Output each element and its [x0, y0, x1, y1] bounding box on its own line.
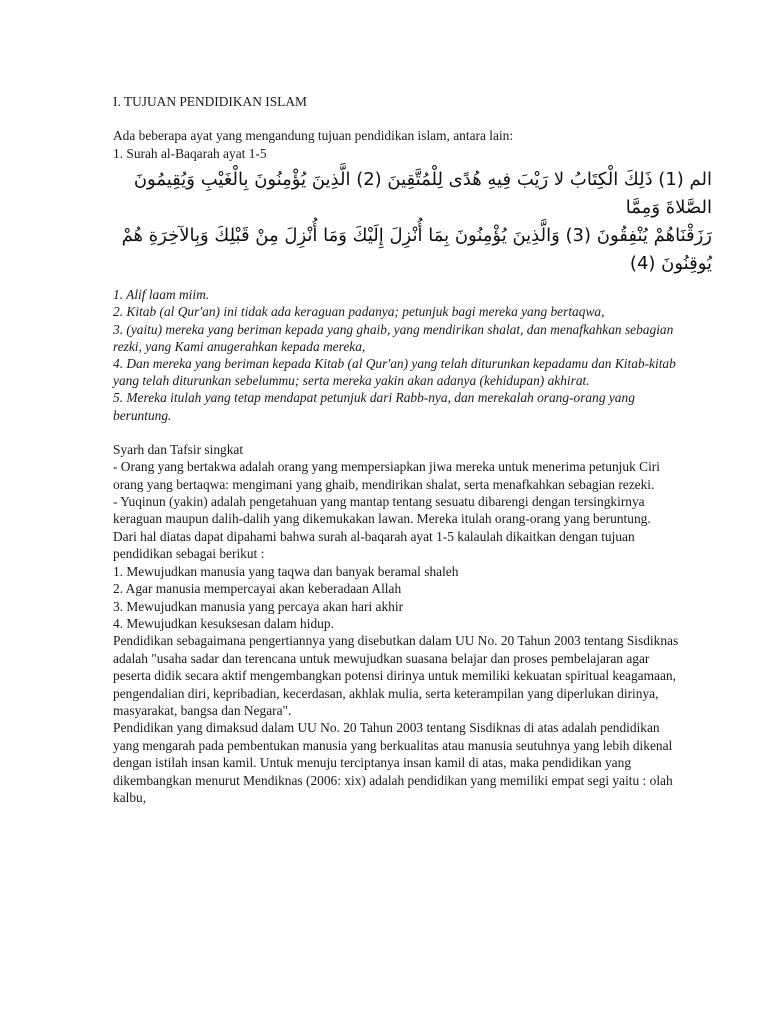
- closing-paragraph-2: Pendidikan yang dimaksud dalam UU No. 20 Tahun 2003 tentang Sisdiknas di atas adalah pendidikan yang mengarah pada pembentukan manusia yang berkualitas atau manusia seutuhnya yang lebih dikenal dengan istilah insan kamil. Untuk menuju terciptanya insan kamil di atas, maka pendidikan yang dikembangkan menurut Mendiknas (2006: xix) adalah pendidikan yang memiliki empat segi yaitu : olah kalbu,: [113, 720, 673, 805]
- document-title: I. TUJUAN PENDIDIKAN ISLAM: [113, 94, 307, 109]
- goal-item-4: 4. Mewujudkan kesuksesan dalam hidup.: [113, 615, 334, 631]
- translation-verse-2: 2. Kitab (al Qur'an) ini tidak ada keraguan padanya; petunjuk bagi mereka yang bertaqwa,: [113, 304, 605, 320]
- surah-reference: 1. Surah al-Baqarah ayat 1-5: [113, 145, 267, 161]
- goals-list: [113, 563, 682, 633]
- translation-verse-3: 3. (yaitu) mereka yang beriman kepada yang ghaib, yang mendirikan shalat, dan menafkahkan sebagian rezki, yang Kami anugerahkan kepada mereka,: [113, 321, 674, 354]
- syarh-paragraph-3: Dari hal diatas dapat dipahami bahwa surah al-baqarah ayat 1-5 kalaulah dikaitkan dengan tujuan pendidikan sebagai berikut :: [113, 528, 635, 562]
- translation-verse-4: 4. Dan mereka yang beriman kepada Kitab (al Qur'an) yang telah diturunkan kepadamu dan Kitab-kitab yang telah diturunkan sebelummu; serta mereka yakin akan adanya (kehidupan) akhirat.: [113, 356, 676, 389]
- arabic-line-1: الم (1) ذَلِكَ الْكِتَابُ لا رَيْبَ فِيهِ هُدًى لِلْمُتَّقِينَ (2) الَّذِينَ يُؤْمِنُونَ بِالْغَيْبِ وَيُقِيمُونَ الصَّلاةَ وَمِمَّا: [133, 169, 712, 219]
- arabic-verses: [113, 166, 712, 278]
- spacer: [113, 110, 682, 127]
- goal-item-2: 2. Agar manusia mempercayai akan keberadaan Allah: [113, 581, 402, 597]
- goal-item-3: 3. Mewujudkan manusia yang percaya akan hari akhir: [113, 598, 404, 614]
- translation-verse-5: 5. Mereka itulah yang tetap mendapat petunjuk dari Rabb-nya, dan merekalah orang-orang yang beruntung.: [113, 390, 635, 423]
- closing-paragraph-1: Pendidikan sebagaimana pengertiannya yang disebutkan dalam UU No. 20 Tahun 2003 tentang Sisdiknas adalah "usaha sadar dan terencana untuk mewujudkan suasana belajar dan proses pembelajaran agar peserta didik secara aktif mengembangkan potensi dirinya untuk memiliki kekuatan spiritual keagamaan, pengendalian diri, kepribadian, kecerdasan, akhlak mulia, serta keterampilan yang diperlukan dirinya, masyarakat, bangsa dan Negara".: [113, 633, 679, 718]
- intro-text: Ada beberapa ayat yang mengandung tujuan pendidikan islam, antara lain:: [113, 128, 514, 144]
- goal-item-1: 1. Mewujudkan manusia yang taqwa dan banyak beramal shaleh: [113, 563, 459, 579]
- syarh-heading: Syarh dan Tafsir singkat: [113, 441, 244, 457]
- syarh-paragraph-2: - Yuqinun (yakin) adalah pengetahuan yang mantap tentang sesuatu dibarengi dengan tersingkirnya keraguan maupun dalih-dalih yang dikemukakan lawan. Mereka itulah orang-orang yang beruntung.: [113, 494, 651, 527]
- translation-verse-1: 1. Alif laam miim.: [113, 287, 210, 303]
- syarh-paragraph-1: - Orang yang bertakwa adalah orang yang mempersiapkan jiwa mereka untuk menerima petunjuk Ciri orang yang bertaqwa: mengimani yang ghaib, mendirikan shalat, serta menafkahkan sebagian rezeki.: [113, 459, 660, 492]
- translation-block: [113, 286, 682, 424]
- arabic-line-2: رَزَقْنَاهُمْ يُنْفِقُونَ (3) وَالَّذِينَ يُؤْمِنُونَ بِمَا أُنْزِلَ إِلَيْكَ وَمَا أُنْزِلَ مِنْ قَبْلِكَ وَبِالآخِرَةِ هُمْ يُوقِنُونَ (4): [121, 225, 712, 275]
